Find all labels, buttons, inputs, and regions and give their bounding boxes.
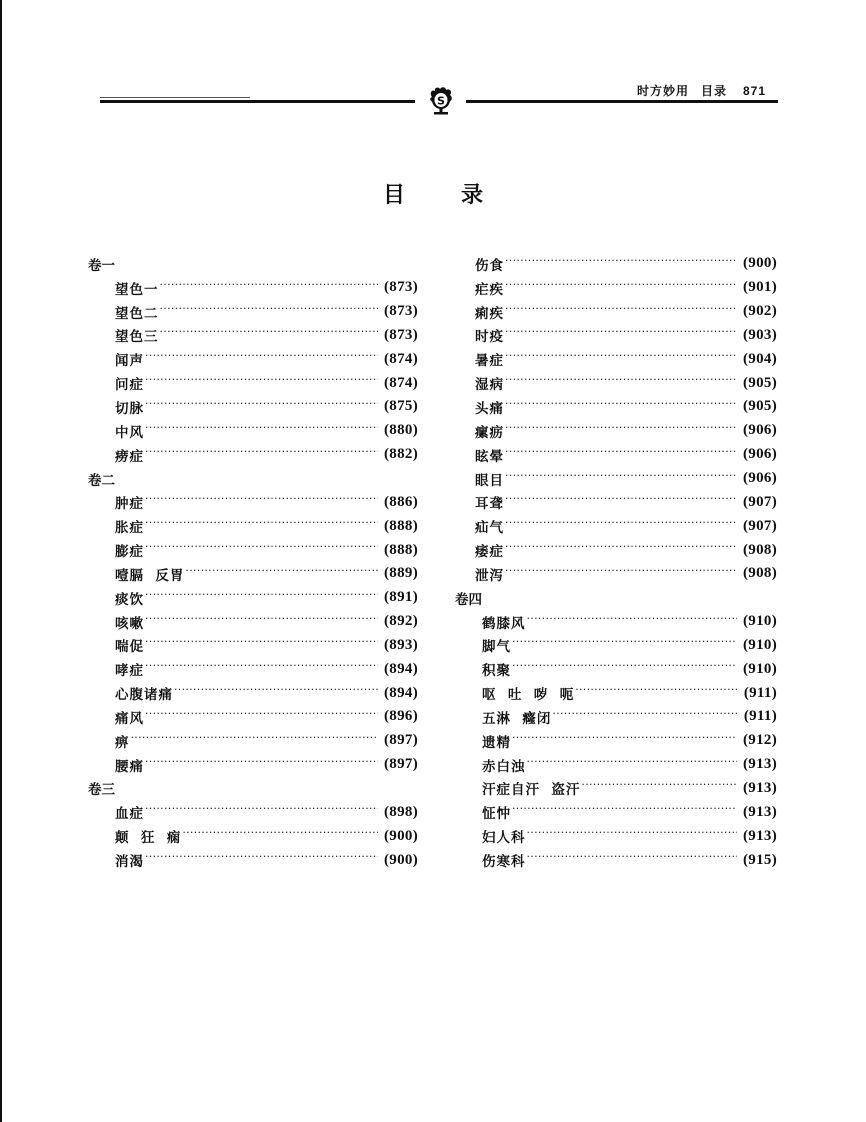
header-rule-right [466,100,778,103]
dot-leader [505,567,737,581]
dot-leader [145,591,378,605]
entry-label: 怔忡 [482,806,511,823]
entry-label: 心腹诸痛 [115,687,173,704]
toc-entry[interactable] [88,824,418,848]
entry-label: 胀症 [115,520,144,537]
entry-label: 伤食 [475,257,504,274]
entry-label: 痰饮 [115,591,144,608]
toc-section-heading [455,586,777,610]
page-edge-border [0,0,2,1122]
entry-page-number: (907) [743,493,777,510]
entry-page-number: (873) [384,326,418,343]
entry-page-number: (910) [743,613,777,630]
dot-leader [505,305,737,319]
dot-leader [512,638,737,652]
entry-label: 望色三 [115,329,159,346]
dot-leader [552,710,737,724]
dot-leader [512,662,737,676]
entry-label: 问症 [115,377,144,394]
toc-entry[interactable] [88,610,418,634]
entry-label: 赤白浊 [482,758,526,775]
entry-label: 闻声 [115,353,144,370]
entry-label: 咳嗽 [115,615,144,632]
toc-entry[interactable] [455,681,777,705]
dot-leader [505,352,737,366]
dot-leader [505,376,737,390]
toc-entry[interactable] [88,276,418,300]
section-name: 目录 [700,84,727,98]
toc-entry[interactable] [88,634,418,658]
toc-entry[interactable] [455,657,777,681]
entry-page-number: (908) [743,541,777,558]
dot-leader [505,328,737,342]
toc-entry[interactable] [88,800,418,824]
dot-leader [145,543,378,557]
entry-label: 泄泻 [475,567,504,584]
toc-entry[interactable] [455,514,777,538]
entry-page-number: (896) [384,708,418,725]
toc-entry[interactable] [455,538,777,562]
dot-leader [145,853,378,867]
entry-label: 眩晕 [475,448,504,465]
entry-label: 伤寒科 [482,854,526,871]
dot-leader [505,424,737,438]
dot-leader [527,853,738,867]
entry-label: 切脉 [115,400,144,417]
entry-label: 眼目 [475,472,504,489]
toc-section-heading [88,467,418,491]
entry-page-number: (888) [384,517,418,534]
entry-page-number: (894) [384,660,418,677]
running-header [100,80,778,120]
toc-entry[interactable] [88,490,418,514]
toc-entry[interactable] [88,538,418,562]
entry-page-number: (911) [743,684,777,701]
dot-leader [505,281,737,295]
entry-label: 头痛 [475,400,504,417]
toc-entry[interactable] [88,514,418,538]
entry-label: 疝气 [475,520,504,537]
entry-page-number: (892) [384,613,418,630]
entry-label: 痨症 [115,448,144,465]
toc-entry[interactable] [455,490,777,514]
dot-leader [512,734,737,748]
entry-page-number: (891) [384,589,418,606]
entry-page-number: (900) [384,851,418,868]
entry-label: 脚气 [482,639,511,656]
entry-label: 积聚 [482,663,511,680]
dot-leader [145,424,378,438]
dot-leader [145,495,378,509]
section-label: 卷二 [88,472,115,489]
entry-page-number: (911) [743,708,777,725]
entry-label: 中风 [115,424,144,441]
entry-label: 望色一 [115,281,159,298]
toc-entry[interactable] [455,800,777,824]
toc-section-heading [88,777,418,801]
entry-page-number: (906) [743,446,777,463]
dot-leader [527,758,738,772]
toc-entry[interactable] [455,729,777,753]
dot-leader [527,615,738,629]
toc-entry[interactable] [88,371,418,395]
page-title [0,178,866,209]
toc-entry[interactable] [455,395,777,419]
toc-entry[interactable] [455,753,777,777]
entry-label: 腰痛 [115,758,144,775]
entry-page-number: (913) [743,756,777,773]
toc-entry[interactable] [88,705,418,729]
entry-label: 五淋 癃闭 [482,710,552,727]
entry-page-number: (897) [384,756,418,773]
dot-leader [575,686,738,700]
entry-label: 痛风 [115,710,144,727]
entry-label: 疟疾 [475,281,504,298]
entry-page-number: (889) [384,565,418,582]
toc-entry[interactable] [88,347,418,371]
dot-leader [145,662,378,676]
entry-page-number: (913) [743,779,777,796]
dot-leader [145,710,378,724]
toc-entry[interactable] [455,371,777,395]
entry-page-number: (880) [384,422,418,439]
entry-label: 颠 狂 痫 [115,830,182,847]
dot-leader [131,734,379,748]
entry-label: 血症 [115,806,144,823]
dot-leader [160,281,379,295]
entry-label: 鹤膝风 [482,615,526,632]
dot-leader [174,686,378,700]
entry-page-number: (915) [743,851,777,868]
entry-page-number: (910) [743,636,777,653]
dot-leader [145,615,378,629]
dot-leader [512,805,737,819]
dot-leader [182,829,378,843]
toc-entry[interactable] [455,777,777,801]
toc-entry[interactable] [88,443,418,467]
dot-leader [505,400,737,414]
toc-entry[interactable] [455,467,777,491]
toc-entry[interactable] [455,419,777,443]
entry-page-number: (874) [384,350,418,367]
dot-leader [145,519,378,533]
entry-page-number: (901) [743,279,777,296]
toc-entry[interactable] [455,705,777,729]
toc-entry[interactable] [455,252,777,276]
dot-leader [145,638,378,652]
toc-entry[interactable] [455,634,777,658]
dot-leader [185,567,378,581]
dot-leader [145,400,378,414]
title-char-2: 录 [461,183,484,208]
header-rule-thin [100,97,250,98]
toc-entry[interactable] [88,419,418,443]
toc-entry[interactable] [455,324,777,348]
toc-entry[interactable] [88,300,418,324]
entry-page-number: (904) [743,350,777,367]
toc-left-column [88,252,418,872]
dot-leader [145,448,378,462]
toc-entry[interactable] [88,324,418,348]
toc-entry[interactable] [88,848,418,872]
toc-entry[interactable] [88,586,418,610]
dot-leader [160,328,379,342]
page-number: 871 [742,84,766,98]
entry-label: 膨症 [115,544,144,561]
entry-page-number: (913) [743,803,777,820]
entry-label: 痿症 [475,544,504,561]
toc-entry[interactable] [88,657,418,681]
toc-entry[interactable] [88,395,418,419]
entry-label: 喘促 [115,639,144,656]
entry-page-number: (873) [384,303,418,320]
entry-label: 暑症 [475,353,504,370]
entry-page-number: (905) [743,398,777,415]
entry-page-number: (912) [743,732,777,749]
toc-right-column [455,252,777,872]
section-label: 卷三 [88,782,115,799]
entry-page-number: (874) [384,374,418,391]
toc-entry[interactable] [88,753,418,777]
book-title: 时方妙用 [636,84,689,98]
dot-leader [505,519,737,533]
toc-entry[interactable] [455,562,777,586]
entry-page-number: (905) [743,374,777,391]
entry-label: 瘰疬 [475,424,504,441]
dot-leader [527,829,738,843]
entry-page-number: (894) [384,684,418,701]
section-label: 卷一 [88,257,115,274]
entry-page-number: (908) [743,565,777,582]
running-title [637,82,766,99]
entry-label: 望色二 [115,305,159,322]
dot-leader [505,543,737,557]
dot-leader [145,352,378,366]
entry-page-number: (886) [384,493,418,510]
toc-entry[interactable] [455,347,777,371]
entry-page-number: (907) [743,517,777,534]
entry-label: 消渴 [115,854,144,871]
entry-label: 遗精 [482,734,511,751]
dot-leader [145,805,378,819]
toc-entry[interactable] [88,562,418,586]
toc-entry[interactable] [88,729,418,753]
entry-page-number: (913) [743,827,777,844]
dot-leader [160,305,379,319]
entry-page-number: (875) [384,398,418,415]
publisher-emblem-icon [426,85,456,117]
section-label: 卷四 [455,591,482,608]
entry-page-number: (902) [743,303,777,320]
entry-label: 汗症自汗 盗汗 [482,782,581,799]
toc-entry[interactable] [455,276,777,300]
toc-entry[interactable] [455,848,777,872]
entry-page-number: (900) [384,827,418,844]
entry-page-number: (900) [743,255,777,272]
entry-label: 哮症 [115,663,144,680]
dot-leader [581,781,737,795]
entry-label: 痹 [115,734,130,751]
entry-page-number: (888) [384,541,418,558]
entry-label: 肿症 [115,496,144,513]
toc-entry[interactable] [88,681,418,705]
dot-leader [145,376,378,390]
entry-label: 耳聋 [475,496,504,513]
entry-label: 湿病 [475,377,504,394]
toc-section-heading [88,252,418,276]
entry-label: 痢疾 [475,305,504,322]
dot-leader [145,758,378,772]
entry-page-number: (906) [743,470,777,487]
entry-page-number: (898) [384,803,418,820]
entry-page-number: (897) [384,732,418,749]
title-char-1: 目 [382,183,405,208]
entry-label: 呕 吐 哕 呃 [482,687,575,704]
dot-leader [505,257,737,271]
entry-page-number: (893) [384,636,418,653]
toc-entry[interactable] [455,300,777,324]
toc-entry[interactable] [455,610,777,634]
toc-entry[interactable] [455,824,777,848]
header-rule-left [100,100,415,103]
toc-entry[interactable] [455,443,777,467]
entry-label: 噎膈 反胃 [115,567,185,584]
entry-page-number: (906) [743,422,777,439]
dot-leader [505,448,737,462]
entry-page-number: (882) [384,446,418,463]
entry-page-number: (903) [743,326,777,343]
entry-page-number: (873) [384,279,418,296]
svg-text:S: S [437,94,445,108]
entry-label: 妇人科 [482,830,526,847]
entry-page-number: (910) [743,660,777,677]
dot-leader [505,472,737,486]
dot-leader [505,495,737,509]
entry-label: 时疫 [475,329,504,346]
